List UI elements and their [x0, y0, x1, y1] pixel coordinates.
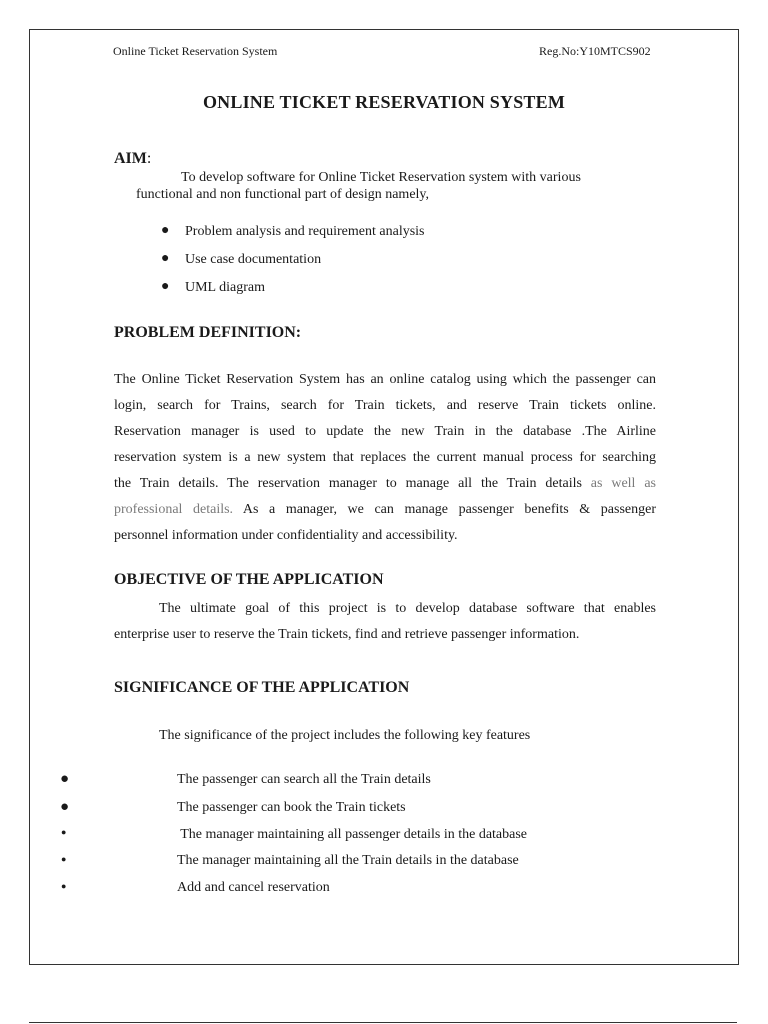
problem-line-6-text: As a manager, we can manage passenger benefits & passenger [233, 502, 656, 517]
problem-line-5 [114, 476, 656, 492]
aim-heading-row [114, 150, 151, 168]
bullet-dot: ● [61, 854, 67, 864]
objective-line-2: enterprise user to reserve the Train tickets, find and retrieve passenger information. [114, 627, 580, 642]
problem-line-5-text: the Train details. The reservation manager to manage all the Train details [114, 476, 582, 491]
objective-heading: OBJECTIVE OF THE APPLICATION [114, 571, 384, 588]
problem-line-3: Reservation manager is used to update the new Train in the database .The Airline [114, 424, 656, 439]
significance-heading: SIGNIFICANCE OF THE APPLICATION [114, 679, 410, 696]
list-item: The manager maintaining all the Train details in the database [177, 853, 519, 868]
aim-colon: : [146, 150, 152, 167]
bullet-dot: ● [61, 881, 67, 891]
header-left: Online Ticket Reservation System [113, 44, 278, 58]
objective-line-1: The ultimate goal of this project is to develop database software that enables [159, 601, 656, 616]
bullet-dot: ● [161, 251, 170, 266]
list-item: Add and cancel reservation [177, 880, 330, 895]
aim-heading: AIM [114, 150, 147, 167]
bullet-dot: ● [61, 827, 67, 837]
list-item: Problem analysis and requirement analysis [185, 224, 425, 239]
list-item: Use case documentation [185, 252, 322, 267]
list-item: UML diagram [185, 280, 265, 295]
list-item: The passenger can search all the Train details [177, 772, 431, 787]
problem-line-7: personnel information under confidentiality and accessibility. [114, 528, 458, 543]
aim-line-1: To develop software for Online Ticket Reservation system with various [181, 170, 581, 185]
problem-line-2: login, search for Trains, search for Train tickets, and reserve Train tickets online. [114, 398, 656, 413]
significance-intro: The significance of the project includes the following key features [159, 728, 531, 743]
problem-line-6-gray: professional details. [114, 502, 234, 517]
problem-line-5-gray: as well as [581, 476, 656, 491]
bullet-dot: ● [60, 799, 70, 815]
next-page-border [29, 1022, 737, 1023]
page-title: ONLINE TICKET RESERVATION SYSTEM [202, 92, 566, 112]
problem-line-6 [114, 502, 656, 518]
problem-heading: PROBLEM DEFINITION: [114, 324, 302, 341]
problem-line-1: The Online Ticket Reservation System has an online catalog using which the passenger can [114, 372, 656, 387]
bullet-dot: ● [161, 223, 170, 238]
aim-line-2: functional and non functional part of design namely, [136, 187, 430, 202]
bullet-dot: ● [161, 279, 170, 294]
list-item: The passenger can book the Train tickets [177, 800, 406, 815]
problem-line-4: reservation system is a new system that replaces the current manual process for searching [114, 450, 656, 465]
header-right: Reg.No:Y10MTCS902 [539, 44, 651, 58]
bullet-dot: ● [60, 771, 70, 787]
list-item: The manager maintaining all passenger details in the database [177, 827, 528, 842]
